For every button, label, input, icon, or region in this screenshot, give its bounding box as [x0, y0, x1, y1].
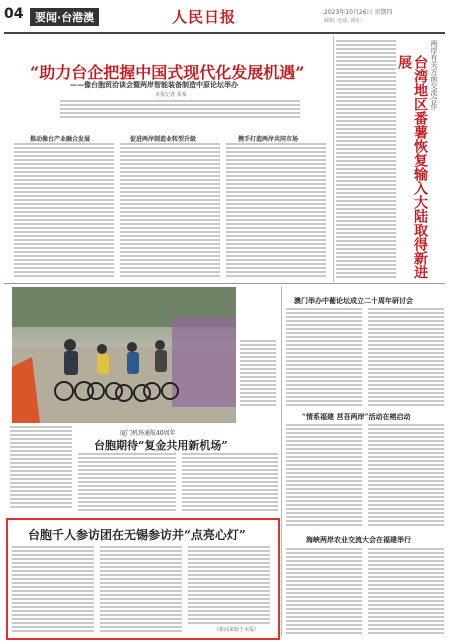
top-article-title: “助力台企把握中国式现代化发展机遇” [30, 63, 305, 82]
mid-right-col-6 [368, 548, 444, 634]
right-column-divider [333, 36, 334, 282]
mid-right-headline-2: “情系福建 莒吾两岸”活动在榕启动 [302, 412, 411, 421]
airport-article-col-2 [182, 453, 278, 513]
highlighted-col-2 [100, 546, 182, 632]
news-photo [12, 287, 236, 423]
section-head-3: 携手打造两岸共同市场 [238, 136, 299, 143]
mid-right-headline-1: 澳门举办中葡论坛成立二十周年研讨会 [294, 296, 413, 305]
mid-right-col-4 [368, 424, 444, 528]
highlighted-article-title[interactable]: 台胞千人参访团在无锡参访并“点亮心灯” [28, 528, 246, 542]
section-head-1: 推动像台产业融合发展 [30, 136, 91, 143]
highlighted-col-1 [12, 546, 94, 632]
photo-caption-side [240, 340, 276, 410]
top-article-col-1 [14, 143, 114, 281]
photo-caption-title: 厦门机场通航40周年 [120, 430, 176, 437]
lower-divider [281, 287, 282, 637]
issue-date: 2023年10月26日 星期四 [324, 9, 393, 16]
mid-divider [4, 283, 445, 284]
airport-article-col-1 [78, 453, 176, 513]
right-feature-title: 台湾地区番薯恢复输入大陆取得新进展 [396, 55, 428, 279]
highlighted-col-3 [188, 546, 270, 624]
mid-right-headline-3: 海峡两岸农业交流大会在福建举行 [306, 535, 411, 544]
top-article-col-3 [226, 143, 326, 281]
header-divider [4, 32, 445, 34]
right-feature-kicker: 两岸有关方面交流合作 [430, 40, 438, 110]
top-article-col-2 [120, 143, 220, 281]
section-head-2: 促进两岸制造业转型升级 [130, 136, 197, 143]
page-header [4, 4, 445, 30]
right-feature-col-1 [336, 40, 396, 280]
section-label: 要闻·台港澳 [30, 8, 99, 26]
highlighted-article-box[interactable] [6, 518, 280, 640]
masthead: 人民日报 [172, 8, 237, 26]
header-meta: 邮箱: 电话: 网址: [324, 18, 363, 24]
mid-right-col-1 [286, 308, 362, 408]
cyclists-illustration [12, 287, 236, 423]
mid-right-col-2 [368, 308, 444, 408]
highlighted-article-footer: （新闻来源于本报） [214, 627, 260, 633]
page-number: 04 [4, 6, 24, 22]
mid-right-col-5 [286, 548, 362, 634]
photo-headline: 台胞期待“复金共用新机场” [94, 439, 228, 452]
top-article-subtitle: ——像台胞贸洽谈会暨两岸智能装备制造中原论坛举办 [70, 80, 238, 89]
top-article-lede [60, 100, 300, 124]
mid-right-col-3 [286, 424, 362, 528]
left-narrow-article [10, 426, 72, 512]
top-article-byline: 本报记者 某某 [155, 92, 187, 98]
